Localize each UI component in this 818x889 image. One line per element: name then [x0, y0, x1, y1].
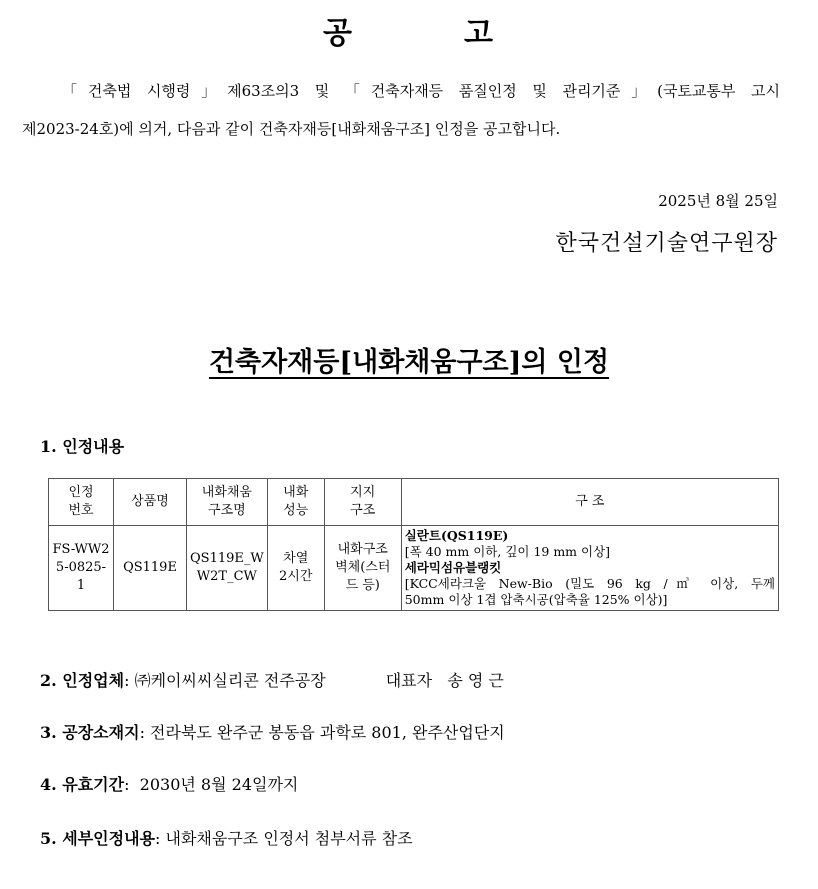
- section-4: [40, 772, 298, 795]
- header-structure: 구 조: [401, 479, 778, 526]
- cell-cert-no: FS-WW2 5-0825-1: [49, 526, 114, 611]
- intro-line-1: 「건축법 시행령」제63조의3 및 「건축자재등 품질인정 및 관리기준」(국토교통부 고시: [62, 82, 780, 100]
- section-1-heading: [40, 434, 124, 457]
- header-fire-rating: 내화 성능: [267, 479, 324, 526]
- section-2-label: 2. 인정업체: [40, 671, 125, 690]
- certification-table: [48, 478, 779, 611]
- structure-line: [KCC세라크울 New-Bio (밀도 96 kg /㎥ 이상, 두께: [404, 576, 775, 591]
- notice-title-right: 고: [464, 16, 495, 51]
- section-3-value: : 전라북도 완주군 봉동읍 과학로 801, 완주산업단지: [139, 723, 505, 742]
- representative-label: 대표자: [385, 671, 433, 690]
- section-4-value: : 2030년 8월 24일까지: [124, 775, 299, 794]
- notice-date: 2025년 8월 25일: [658, 192, 778, 210]
- header-structure-name: 내화채움 구조명: [187, 479, 268, 526]
- section-1-label: 1. 인정내용: [40, 437, 125, 456]
- notice-title: [0, 8, 818, 52]
- table-row: [49, 526, 779, 611]
- structure-line: [폭 40 mm 이하, 깊이 19 mm 이상]: [404, 544, 611, 559]
- header-support: 지지 구조: [324, 479, 401, 526]
- section-2: [40, 668, 504, 691]
- structure-line: 50mm 이상 1겹 압축시공(압축율 125% 이상)]: [404, 592, 668, 607]
- table-header-row: [49, 479, 779, 526]
- representative-name: 송 영 근: [447, 671, 504, 690]
- cell-product: QS119E: [114, 526, 187, 611]
- section-2-value: : ㈜케이씨씨실리콘 전주공장: [124, 671, 326, 690]
- header-product: 상품명: [114, 479, 187, 526]
- document-title-text: 건축자재등[내화채움구조]의 인정: [208, 347, 610, 378]
- document-title: [0, 340, 818, 379]
- header-cert-no: 인정 번호: [49, 479, 114, 526]
- section-5-value: : 내화채움구조 인정서 첨부서류 참조: [155, 829, 413, 848]
- cell-structure: [401, 526, 778, 611]
- structure-line: 실란트(QS119E): [404, 528, 509, 543]
- cell-fire-rating: 차열 2시간: [267, 526, 324, 611]
- cell-support: 내화구조 벽체(스터 드 등): [324, 526, 401, 611]
- intro-paragraph: [22, 72, 780, 148]
- notice-title-left: 공: [323, 16, 354, 51]
- section-3-label: 3. 공장소재지: [40, 723, 140, 742]
- cell-structure-name: QS119E_W W2T_CW: [187, 526, 268, 611]
- section-5-label: 5. 세부인정내용: [40, 829, 156, 848]
- section-5: [40, 826, 413, 849]
- intro-line-2: 제2023-24호)에 의거, 다음과 같이 건축자재등[내화채움구조] 인정을 공고합니다.: [22, 120, 561, 138]
- issuer-name: 한국건설기술연구원장: [555, 231, 778, 256]
- section-4-label: 4. 유효기간: [40, 775, 125, 794]
- section-3: [40, 720, 505, 743]
- structure-line: 세라믹섬유블랭킷: [404, 560, 502, 575]
